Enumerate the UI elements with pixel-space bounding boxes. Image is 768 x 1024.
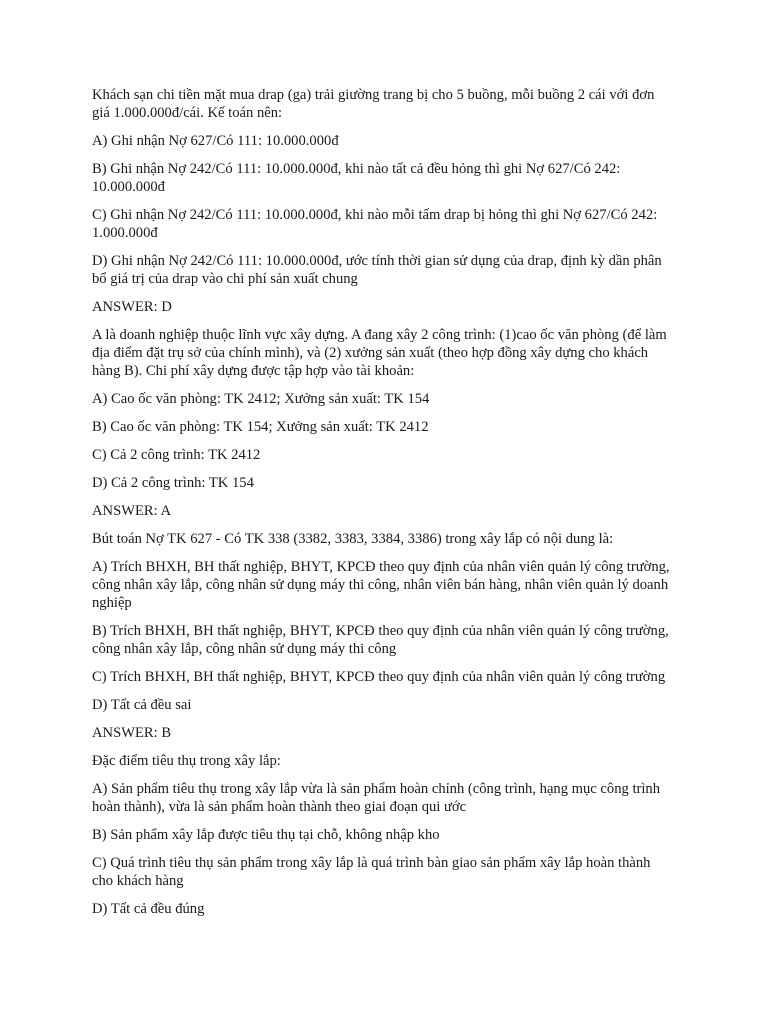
question-4-option-a: A) Sản phẩm tiêu thụ trong xây lắp vừa là sản phẩm hoàn chỉnh (công trình, hạng mục công trình hoàn thành), vừa là sản phẩm hoàn thành theo giai đoạn qui ước xyxy=(92,781,661,815)
question-2-option-c: C) Cả 2 công trình: TK 2412 xyxy=(92,447,261,463)
question-1-option-a: A) Ghi nhận Nợ 627/Có 111: 10.000.000đ xyxy=(92,133,339,149)
question-4-option-d: D) Tất cả đều đúng xyxy=(92,901,205,917)
question-1-stem: Khách sạn chi tiền mặt mua drap (ga) trải giường trang bị cho 5 buồng, mỗi buồng 2 cái với đơn giá 1.000.000đ/cái. Kế toán nên: xyxy=(92,87,655,121)
question-2-option-b: B) Cao ốc văn phòng: TK 154; Xưởng sản xuất: TK 2412 xyxy=(92,419,429,435)
question-4-option-c: C) Quá trình tiêu thụ sản phẩm trong xây lắp là quá trình bàn giao sản phẩm xây lắp hoàn thành cho khách hàng xyxy=(92,855,651,889)
document-body xyxy=(92,86,672,928)
question-3-option-d: D) Tất cả đều sai xyxy=(92,697,192,713)
question-2-answer: ANSWER: A xyxy=(92,503,172,519)
question-1-option-b: B) Ghi nhận Nợ 242/Có 111: 10.000.000đ, khi nào tất cả đều hỏng thì ghi Nợ 627/Có 242: 10.000.000đ xyxy=(92,161,621,195)
question-1-answer: ANSWER: D xyxy=(92,299,172,315)
question-2-stem: A là doanh nghiệp thuộc lĩnh vực xây dựng. A đang xây 2 công trình: (1)cao ốc văn phòng (để làm địa điểm đặt trụ sở của chính mình), và (2) xưởng sản xuất (theo hợp đồng xây dựng cho khách hàng B). Chi phí xây dựng được tập hợp vào tài khoản: xyxy=(92,327,667,379)
question-3-option-b: B) Trích BHXH, BH thất nghiệp, BHYT, KPCĐ theo quy định của nhân viên quản lý công trường, công nhân xây lắp, công nhân sử dụng máy thi công xyxy=(92,623,669,657)
question-2-option-a: A) Cao ốc văn phòng: TK 2412; Xưởng sản xuất: TK 154 xyxy=(92,391,430,407)
question-4-stem: Đặc điểm tiêu thụ trong xây lắp: xyxy=(92,753,281,769)
question-3-option-a: A) Trích BHXH, BH thất nghiệp, BHYT, KPCĐ theo quy định của nhân viên quản lý công trường, công nhân xây lắp, công nhân sử dụng máy thi công, nhân viên bán hàng, nhân viên quản lý doanh nghiệp xyxy=(92,559,670,611)
question-1-option-d: D) Ghi nhận Nợ 242/Có 111: 10.000.000đ, ước tính thời gian sử dụng của drap, định kỳ dần phân bổ giá trị của drap vào chi phí sản xuất chung xyxy=(92,253,662,287)
question-1-option-c: C) Ghi nhận Nợ 242/Có 111: 10.000.000đ, khi nào mỗi tấm drap bị hỏng thì ghi Nợ 627/Có 242: 1.000.000đ xyxy=(92,207,658,241)
question-3-answer: ANSWER: B xyxy=(92,725,172,741)
question-3-stem: Bút toán Nợ TK 627 - Có TK 338 (3382, 3383, 3384, 3386) trong xây lắp có nội dung là: xyxy=(92,531,614,547)
question-4-option-b: B) Sản phẩm xây lắp được tiêu thụ tại chỗ, không nhập kho xyxy=(92,827,440,843)
question-3-option-c: C) Trích BHXH, BH thất nghiệp, BHYT, KPCĐ theo quy định của nhân viên quản lý công trường xyxy=(92,669,666,685)
question-2-option-d: D) Cả 2 công trình: TK 154 xyxy=(92,475,254,491)
